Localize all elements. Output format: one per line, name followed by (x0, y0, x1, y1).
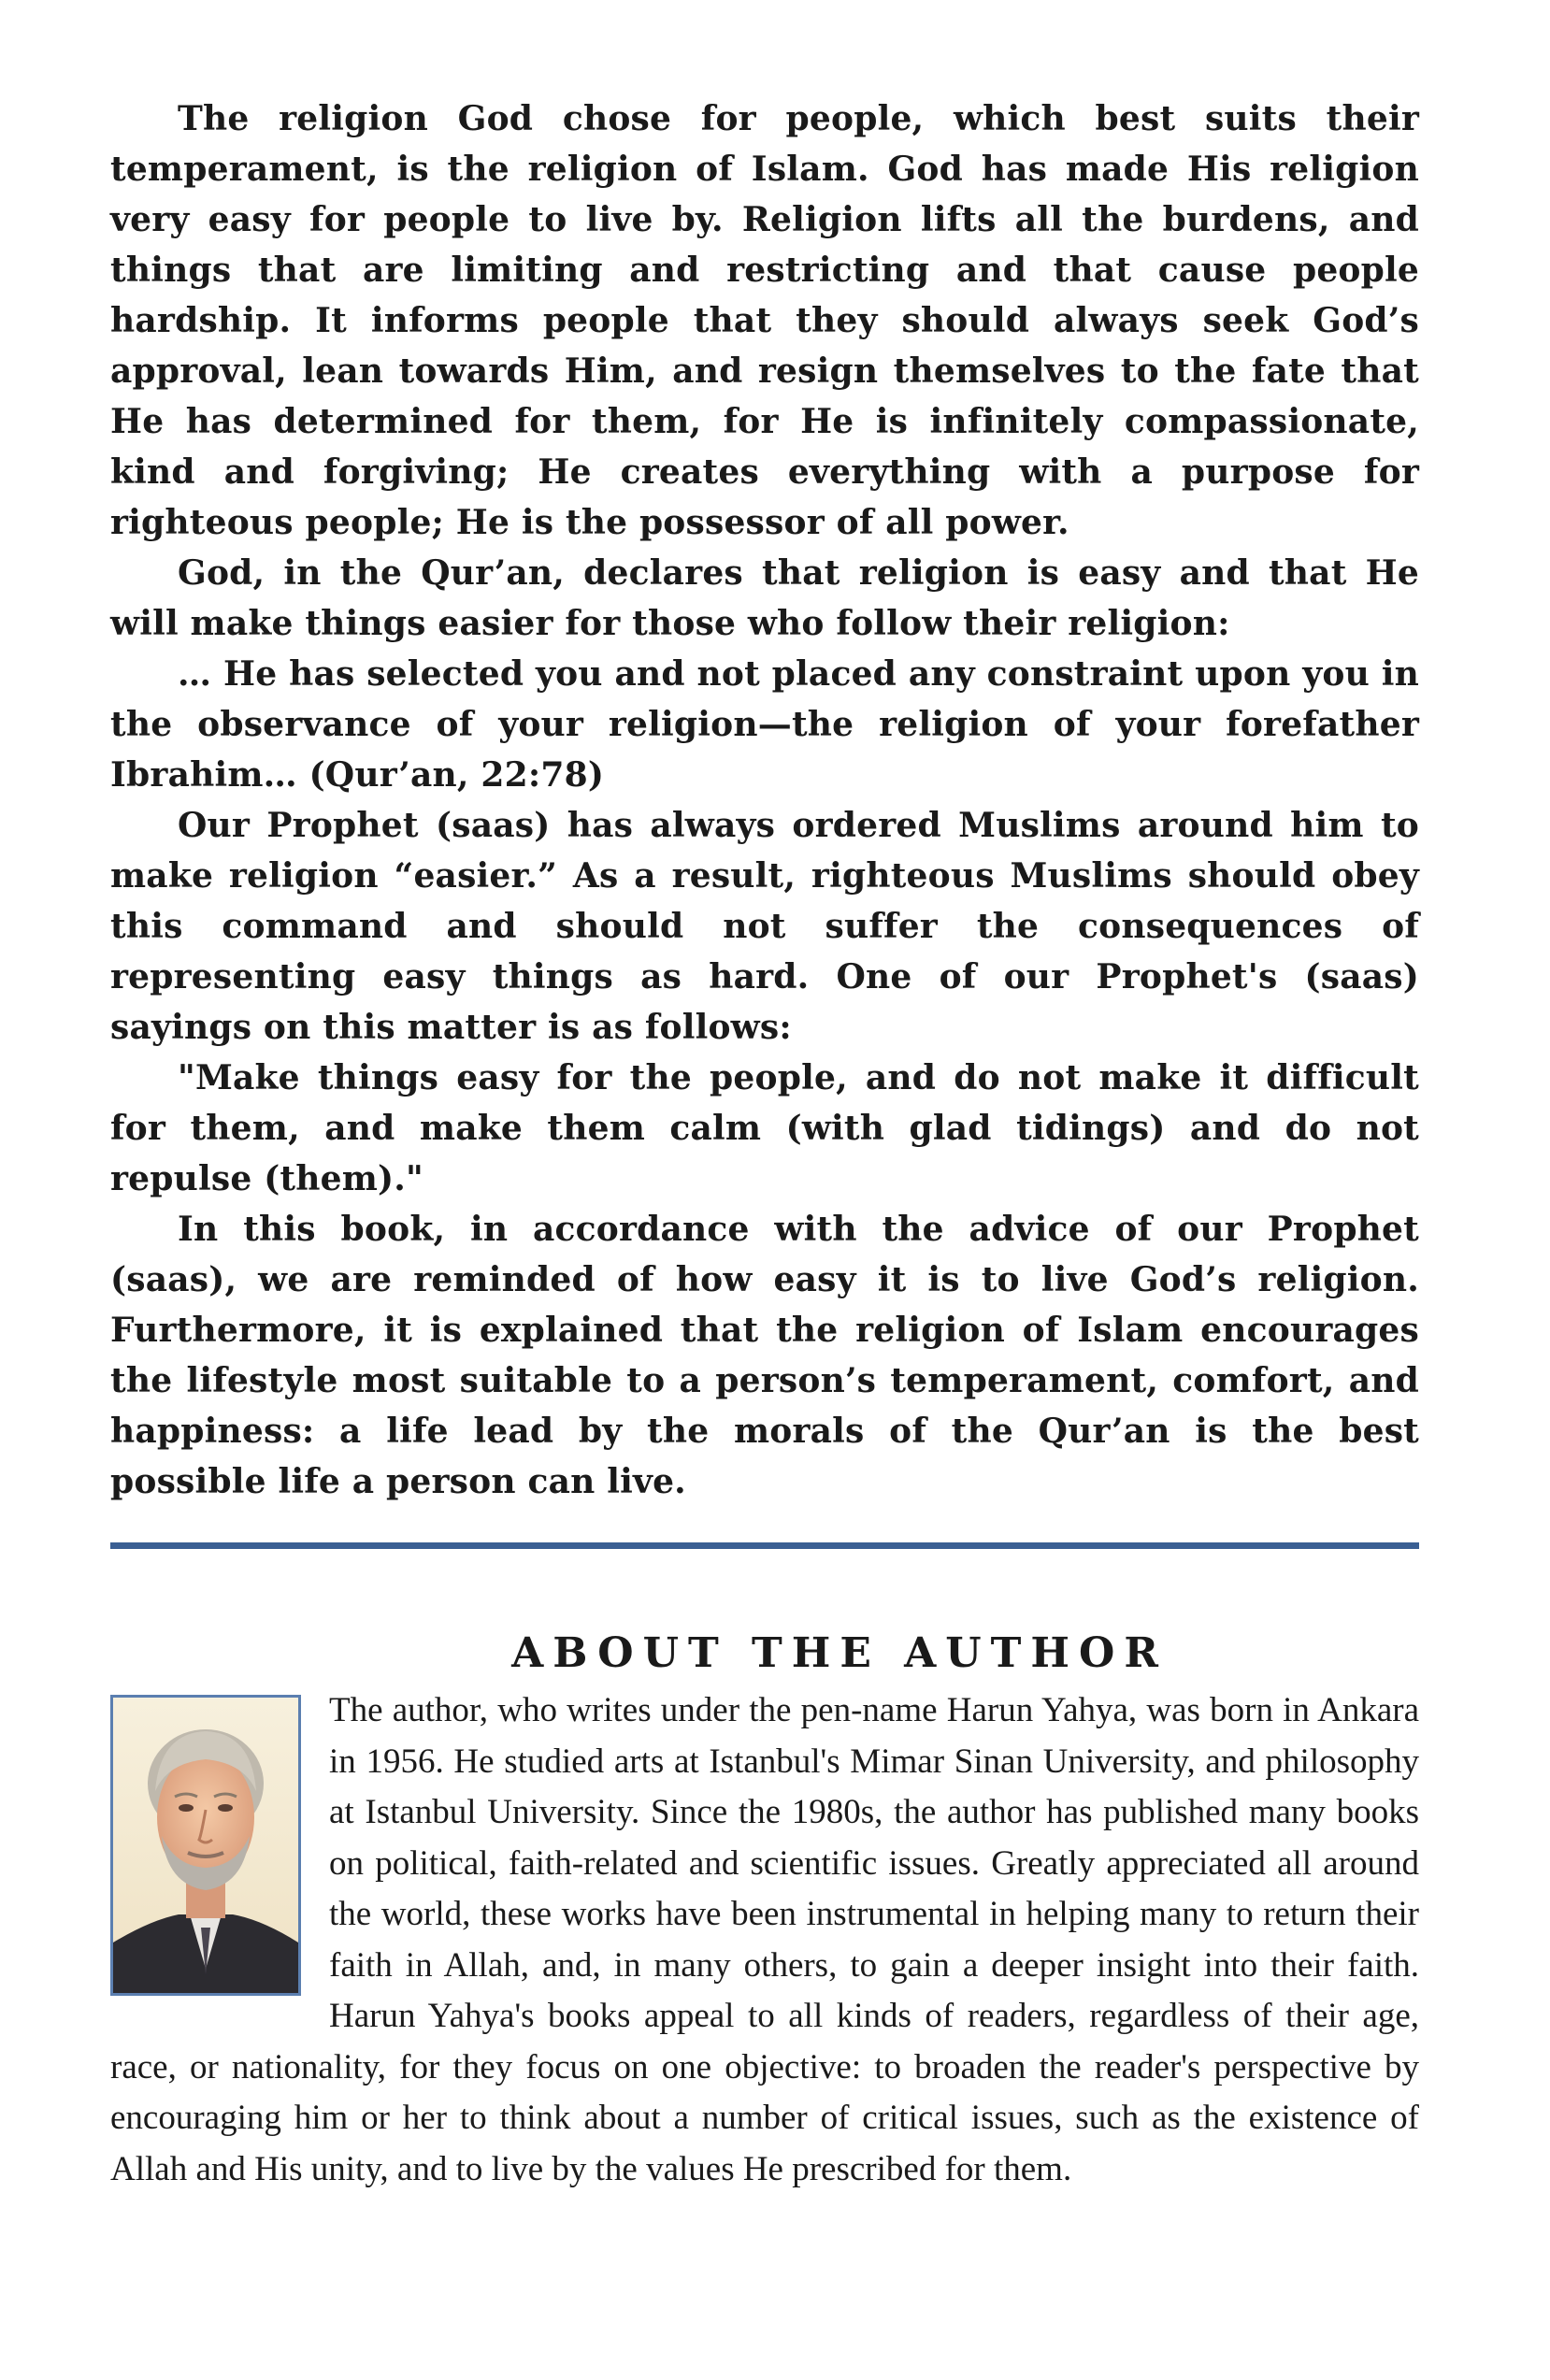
author-portrait (110, 1695, 301, 1996)
blurb-paragraph-1: The religion God chose for people, which best suits their temperament, is the religion of Islam. God has made His religion very easy for people to live by. Religion lifts all the burdens, and things that are limiting and restricting and that cause people hardship. It informs people that they should always seek God’s approval, lean towards Him, and resign themselves to the fate that He has determined for them, for He is infinitely compassionate, kind and forgiving; He creates everything with a purpose for righteous people; He is the possessor of all power. (110, 99, 1419, 542)
about-author-section (110, 1685, 1419, 2195)
about-author-text: The author, who writes under the pen-name Harun Yahya, was born in Ankara in 1956. He studied arts at Istanbul's Mimar Sinan University, and philosophy at Istanbul University. Since the 1980s, the author has published many books on political, faith-related and scientific issues. Greatly appreciated all around the world, these works have been instrumental in helping many to return their faith in Allah, and, in many others, to gain a deeper insight into their faith. Harun Yahya's books appeal to all kinds of readers, regardless of their age, race, or nationality, for they focus on one objective: to broaden the reader's perspective by encouraging him or her to think about a number of critical issues, such as the existence of Allah and His unity, and to live by the values He prescribed for them. (110, 1691, 1419, 2188)
blurb-paragraph-2: God, in the Qur’an, declares that religion is easy and that He will make things easier for those who follow their religion: (110, 553, 1419, 643)
blurb-paragraph-6: In this book, in accordance with the advice of our Prophet (saas), we are reminded of how easy it is to live God’s religion. Furthermore, it is explained that the religion of Islam encourages the lifestyle most suitable to a person’s temperament, comfort, and happiness: a life lead by the morals of the Qur’an is the best possible life a person can live. (110, 1210, 1419, 1501)
section-divider (110, 1542, 1419, 1549)
back-cover-blurb (110, 93, 1419, 1507)
author-portrait-illustration (113, 1698, 298, 1993)
blurb-hadith-quote: "Make things easy for the people, and do not make it difficult for them, and make them calm (with glad tidings) and do not repulse (them)." (110, 1058, 1419, 1198)
blurb-quran-quote: … He has selected you and not placed any constraint upon you in the observance of your religion—the religion of your forefather Ibrahim… (Qur’an, 22:78) (110, 654, 1419, 795)
about-author-heading: ABOUT THE AUTHOR (511, 1629, 1168, 1677)
page (110, 93, 1419, 2195)
blurb-paragraph-4: Our Prophet (saas) has always ordered Muslims around him to make religion “easier.” As a result, righteous Muslims should obey this command and should not suffer the consequences of representing easy things as hard. One of our Prophet's (saas) sayings on this matter is as follows: (110, 806, 1419, 1047)
